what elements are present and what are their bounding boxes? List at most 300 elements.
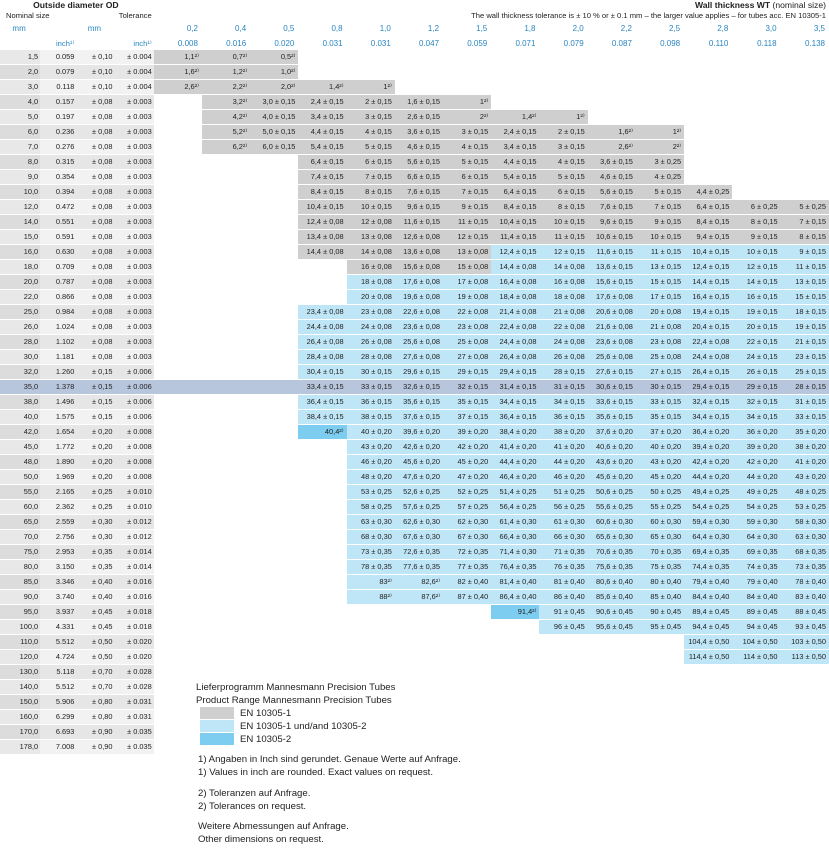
wall-thickness-cell bbox=[395, 50, 443, 65]
wall-thickness-cell: 1,6²⁾ bbox=[588, 125, 636, 140]
wall-thickness-cell: 36,4 ± 0,15 bbox=[491, 410, 539, 425]
wall-thickness-cell: 19,6 ± 0,08 bbox=[395, 290, 443, 305]
wall-thickness-cell: 83 ± 0,40 bbox=[781, 590, 829, 605]
tolerance-inch-value: ± 0.004 bbox=[115, 65, 154, 80]
table-row bbox=[0, 350, 829, 365]
tolerance-value: ± 0,40 bbox=[76, 575, 114, 590]
wall-thickness-cell bbox=[539, 50, 587, 65]
wall-thickness-cell bbox=[443, 80, 491, 95]
wall-thickness-cell: 33 ± 0,15 bbox=[347, 380, 395, 395]
wall-thickness-cell: 39 ± 0,20 bbox=[443, 425, 491, 440]
wall-thickness-cell bbox=[636, 710, 684, 725]
tolerance-value: ± 0,20 bbox=[76, 440, 114, 455]
wall-thickness-cell: 8,4 ± 0,15 bbox=[491, 200, 539, 215]
tolerance-inch-value: ± 0.014 bbox=[115, 560, 154, 575]
wall-thickness-cell bbox=[395, 665, 443, 680]
wall-thickness-cell: 36 ± 0,15 bbox=[539, 410, 587, 425]
wall-thickness-cell: 35 ± 0,20 bbox=[781, 425, 829, 440]
od-value: 42,0 bbox=[0, 425, 40, 440]
tolerance-inch-value: ± 0.008 bbox=[115, 470, 154, 485]
wall-thickness-cell: 5 ± 0,15 bbox=[347, 140, 395, 155]
wall-thickness-cell: 76 ± 0,35 bbox=[539, 560, 587, 575]
wall-thickness-cell: 56,4 ± 0,25 bbox=[491, 500, 539, 515]
od-value: 65,0 bbox=[0, 515, 40, 530]
wall-thickness-cell: 24 ± 0,08 bbox=[539, 335, 587, 350]
wall-thickness-cell: 27 ± 0,15 bbox=[636, 365, 684, 380]
wall-thickness-cell bbox=[202, 635, 250, 650]
wall-thickness-cell: 26 ± 0,15 bbox=[732, 365, 780, 380]
wall-thickness-cell: 31 ± 0,15 bbox=[539, 380, 587, 395]
wall-thickness-cell: 10 ± 0,15 bbox=[539, 215, 587, 230]
table-row bbox=[0, 410, 829, 425]
wall-thickness-cell: 19,4 ± 0,15 bbox=[684, 305, 732, 320]
wall-thickness-cell: 87 ± 0,40 bbox=[443, 590, 491, 605]
od-value: 75,0 bbox=[0, 545, 40, 560]
wall-thickness-cell: 1²⁾ bbox=[443, 95, 491, 110]
wall-thickness-cell bbox=[732, 170, 780, 185]
wall-thickness-cell: 5,4 ± 0,15 bbox=[491, 170, 539, 185]
wall-thickness-cell bbox=[781, 140, 829, 155]
tolerance-inch-value: ± 0.003 bbox=[115, 230, 154, 245]
wall-thickness-cell: 36,4 ± 0,20 bbox=[684, 425, 732, 440]
wall-thickness-cell bbox=[250, 170, 298, 185]
od-inch-value: 1.496 bbox=[40, 395, 76, 410]
wall-thickness-cell: 85 ± 0,40 bbox=[636, 590, 684, 605]
wall-thickness-cell bbox=[395, 650, 443, 665]
wall-thickness-cell bbox=[781, 110, 829, 125]
wall-thickness-cell: 3 ± 0,25 bbox=[636, 155, 684, 170]
wall-thickness-cell: 14 ± 0,15 bbox=[732, 275, 780, 290]
wt-mm-header: 2,8 bbox=[717, 24, 729, 33]
tolerance-value: ± 0,08 bbox=[76, 275, 114, 290]
wall-thickness-cell: 5,6 ± 0,15 bbox=[395, 155, 443, 170]
wt-mm-header: 1,2 bbox=[427, 24, 440, 33]
od-inch-value: 5.118 bbox=[40, 665, 76, 680]
wall-thickness-cell bbox=[539, 665, 587, 680]
wall-thickness-cell bbox=[250, 380, 298, 395]
wall-thickness-cell bbox=[250, 500, 298, 515]
wall-thickness-cell bbox=[250, 185, 298, 200]
tolerance-inch-value: ± 0.003 bbox=[115, 155, 154, 170]
legend bbox=[196, 681, 496, 746]
wall-thickness-cell: 37 ± 0,20 bbox=[636, 425, 684, 440]
wall-thickness-cell: 28 ± 0,08 bbox=[347, 350, 395, 365]
wall-thickness-cell: 33 ± 0,15 bbox=[781, 410, 829, 425]
wt-inch-header: 0.110 bbox=[708, 39, 729, 48]
wall-thickness-cell: 55 ± 0,25 bbox=[636, 500, 684, 515]
wall-thickness-cell bbox=[154, 515, 202, 530]
tolerance-value: ± 0,30 bbox=[76, 515, 114, 530]
tolerance-inch-value: ± 0.031 bbox=[115, 695, 154, 710]
wall-thickness-cell bbox=[250, 455, 298, 470]
wall-thickness-cell bbox=[154, 455, 202, 470]
tolerance-inch-value: ± 0.003 bbox=[115, 200, 154, 215]
wall-thickness-cell bbox=[298, 515, 346, 530]
wall-thickness-cell: 61,4 ± 0,30 bbox=[491, 515, 539, 530]
wall-thickness-cell: 12 ± 0,15 bbox=[732, 260, 780, 275]
wall-thickness-cell bbox=[443, 620, 491, 635]
wall-thickness-cell bbox=[250, 485, 298, 500]
od-value: 90,0 bbox=[0, 590, 40, 605]
wt-inch-header: 0.020 bbox=[274, 39, 295, 48]
wall-thickness-cell: 94 ± 0,45 bbox=[732, 620, 780, 635]
wall-thickness-cell: 52 ± 0,25 bbox=[443, 485, 491, 500]
wall-thickness-cell bbox=[250, 290, 298, 305]
wall-thickness-cell bbox=[154, 110, 202, 125]
wall-thickness-cell bbox=[588, 635, 636, 650]
wall-thickness-cell bbox=[298, 65, 346, 80]
tolerance-inch-value: ± 0.012 bbox=[115, 515, 154, 530]
wall-thickness-cell: 28 ± 0,15 bbox=[781, 380, 829, 395]
wt-mm-header: 0,5 bbox=[283, 24, 295, 33]
wall-thickness-cell: 69 ± 0,35 bbox=[732, 545, 780, 560]
wall-thickness-cell bbox=[154, 260, 202, 275]
wall-thickness-cell bbox=[588, 65, 636, 80]
od-inch-value: 1.772 bbox=[40, 440, 76, 455]
tolerance-value: ± 0,08 bbox=[76, 125, 114, 140]
od-value: 3,0 bbox=[0, 80, 40, 95]
wall-thickness-cell bbox=[684, 155, 732, 170]
wall-thickness-cell: 114 ± 0,50 bbox=[732, 650, 780, 665]
od-value: 26,0 bbox=[0, 320, 40, 335]
wall-thickness-cell: 114,4 ± 0,50 bbox=[684, 650, 732, 665]
wall-thickness-cell bbox=[202, 230, 250, 245]
header-row-2 bbox=[0, 11, 829, 21]
wall-thickness-cell bbox=[154, 740, 202, 755]
wall-thickness-cell: 16 ± 0,15 bbox=[732, 290, 780, 305]
wall-thickness-cell bbox=[298, 635, 346, 650]
wall-thickness-cell: 12 ± 0,15 bbox=[443, 230, 491, 245]
wall-thickness-cell: 15 ± 0,15 bbox=[636, 275, 684, 290]
wall-thickness-cell bbox=[250, 515, 298, 530]
od-value: 10,0 bbox=[0, 185, 40, 200]
wall-thickness-cell: 6,4 ± 0,15 bbox=[684, 200, 732, 215]
wall-thickness-cell bbox=[588, 680, 636, 695]
wall-thickness-cell: 77,6 ± 0,35 bbox=[395, 560, 443, 575]
wall-thickness-cell: 15 ± 0,15 bbox=[781, 290, 829, 305]
footnote-2-de: 2) Toleranzen auf Anfrage. bbox=[198, 788, 311, 799]
wall-thickness-cell: 20,6 ± 0,08 bbox=[588, 305, 636, 320]
wall-thickness-cell: 12,4 ± 0,15 bbox=[684, 260, 732, 275]
wall-thickness-cell: 23,6 ± 0,08 bbox=[588, 335, 636, 350]
wall-thickness-cell bbox=[202, 395, 250, 410]
od-inch-value: 0.157 bbox=[40, 95, 76, 110]
wall-thickness-cell bbox=[781, 710, 829, 725]
wall-thickness-cell bbox=[588, 665, 636, 680]
wall-thickness-cell bbox=[732, 65, 780, 80]
wall-thickness-cell bbox=[202, 575, 250, 590]
wall-thickness-cell: 36 ± 0,20 bbox=[732, 425, 780, 440]
wall-thickness-cell: 39,4 ± 0,20 bbox=[684, 440, 732, 455]
wall-thickness-cell: 74,4 ± 0,35 bbox=[684, 560, 732, 575]
wall-thickness-cell: 5 ± 0,15 bbox=[443, 155, 491, 170]
table-row bbox=[0, 245, 829, 260]
table-row bbox=[0, 260, 829, 275]
wall-thickness-cell bbox=[684, 125, 732, 140]
wall-thickness-cell: 5,4 ± 0,15 bbox=[298, 140, 346, 155]
wall-thickness-cell: 79,4 ± 0,40 bbox=[684, 575, 732, 590]
wall-thickness-cell: 7 ± 0,15 bbox=[781, 215, 829, 230]
table-row bbox=[0, 440, 829, 455]
wall-thickness-cell: 16,4 ± 0,08 bbox=[491, 275, 539, 290]
wall-thickness-cell: 91,4²⁾ bbox=[491, 605, 539, 620]
wall-thickness-cell: 25 ± 0,08 bbox=[636, 350, 684, 365]
wall-thickness-cell bbox=[154, 425, 202, 440]
wall-thickness-cell: 0,7²⁾ bbox=[202, 50, 250, 65]
od-inch-value: 0.591 bbox=[40, 230, 76, 245]
wall-thickness-cell bbox=[202, 275, 250, 290]
legend-item-en10305-2 bbox=[196, 733, 496, 746]
wall-thickness-cell: 32 ± 0,15 bbox=[732, 395, 780, 410]
wall-thickness-cell bbox=[154, 350, 202, 365]
wall-thickness-cell: 53 ± 0,25 bbox=[781, 500, 829, 515]
wall-thickness-cell bbox=[588, 95, 636, 110]
wall-thickness-cell bbox=[395, 620, 443, 635]
wall-thickness-cell: 14,4 ± 0,08 bbox=[298, 245, 346, 260]
od-inch-value: 3.346 bbox=[40, 575, 76, 590]
wall-thickness-cell: 36 ± 0,15 bbox=[347, 395, 395, 410]
wt-mm-header: 0,4 bbox=[235, 24, 247, 33]
wall-thickness-cell bbox=[636, 635, 684, 650]
wall-thickness-cell: 5 ± 0,15 bbox=[539, 170, 587, 185]
table-row bbox=[0, 125, 829, 140]
wall-thickness-cell bbox=[202, 185, 250, 200]
od-inch-value: 0.866 bbox=[40, 290, 76, 305]
wall-thickness-cell bbox=[684, 80, 732, 95]
unit-inch: inch¹⁾ bbox=[56, 39, 75, 48]
od-value: 14,0 bbox=[0, 215, 40, 230]
wall-thickness-cell: 2,6²⁾ bbox=[154, 80, 202, 95]
tolerance-inch-value: ± 0.018 bbox=[115, 605, 154, 620]
legend-title-en: Product Range Mannesmann Precision Tubes bbox=[196, 695, 392, 706]
wall-thickness-cell: 7,6 ± 0,15 bbox=[588, 200, 636, 215]
wall-thickness-cell: 22 ± 0,15 bbox=[732, 335, 780, 350]
wall-thickness-cell: 29 ± 0,15 bbox=[732, 380, 780, 395]
wall-thickness-cell bbox=[298, 665, 346, 680]
wall-thickness-cell bbox=[250, 425, 298, 440]
wall-thickness-cell bbox=[154, 275, 202, 290]
wall-thickness-cell bbox=[347, 65, 395, 80]
od-inch-value: 3.150 bbox=[40, 560, 76, 575]
wall-thickness-cell: 6 ± 0,15 bbox=[539, 185, 587, 200]
wall-thickness-cell: 45 ± 0,20 bbox=[636, 470, 684, 485]
wall-thickness-cell bbox=[154, 710, 202, 725]
od-value: 60,0 bbox=[0, 500, 40, 515]
table-row bbox=[0, 275, 829, 290]
wall-thickness-cell: 45 ± 0,20 bbox=[443, 455, 491, 470]
wall-thickness-cell: 13 ± 0,15 bbox=[636, 260, 684, 275]
tolerance-value: ± 0,90 bbox=[76, 740, 114, 755]
wall-thickness-cell bbox=[250, 365, 298, 380]
od-title: Outside diameter OD bbox=[33, 0, 119, 10]
od-inch-value: 0.276 bbox=[40, 140, 76, 155]
wall-thickness-cell: 87,6²⁾ bbox=[395, 590, 443, 605]
wall-thickness-cell: 9,6 ± 0,15 bbox=[395, 200, 443, 215]
table-row bbox=[0, 170, 829, 185]
wall-thickness-cell bbox=[732, 695, 780, 710]
wall-thickness-cell: 21,4 ± 0,08 bbox=[491, 305, 539, 320]
wall-thickness-cell: 32,6 ± 0,15 bbox=[395, 380, 443, 395]
wall-thickness-cell: 43,6 ± 0,20 bbox=[588, 455, 636, 470]
wall-thickness-cell: 65,6 ± 0,30 bbox=[588, 530, 636, 545]
wall-thickness-cell: 5,6 ± 0,15 bbox=[588, 185, 636, 200]
wall-thickness-cell: 50,6 ± 0,25 bbox=[588, 485, 636, 500]
wall-thickness-cell: 8 ± 0,15 bbox=[781, 230, 829, 245]
wall-thickness-cell bbox=[298, 575, 346, 590]
table-row bbox=[0, 95, 829, 110]
wall-thickness-cell: 13 ± 0,08 bbox=[443, 245, 491, 260]
wall-thickness-cell: 72 ± 0,35 bbox=[443, 545, 491, 560]
wall-thickness-cell bbox=[395, 605, 443, 620]
tolerance-value: ± 0,08 bbox=[76, 260, 114, 275]
wall-thickness-cell: 75 ± 0,35 bbox=[636, 560, 684, 575]
wall-thickness-cell: 12,4 ± 0,08 bbox=[298, 215, 346, 230]
wall-thickness-cell bbox=[732, 125, 780, 140]
wall-thickness-cell: 12,4 ± 0,15 bbox=[491, 245, 539, 260]
wall-thickness-cell: 4,6 ± 0,15 bbox=[395, 140, 443, 155]
od-value: 15,0 bbox=[0, 230, 40, 245]
wall-thickness-cell: 47,6 ± 0,20 bbox=[395, 470, 443, 485]
wall-thickness-cell: 7 ± 0,15 bbox=[636, 200, 684, 215]
wall-thickness-cell bbox=[202, 470, 250, 485]
wall-thickness-cell bbox=[443, 605, 491, 620]
tolerance-inch-value: ± 0.003 bbox=[115, 245, 154, 260]
wall-thickness-cell: 11 ± 0,15 bbox=[443, 215, 491, 230]
table-row bbox=[0, 365, 829, 380]
wall-thickness-cell: 85,6 ± 0,40 bbox=[588, 590, 636, 605]
od-value: 120,0 bbox=[0, 650, 40, 665]
wall-thickness-cell: 36,4 ± 0,15 bbox=[298, 395, 346, 410]
od-inch-value: 2.953 bbox=[40, 545, 76, 560]
od-inch-value: 0.787 bbox=[40, 275, 76, 290]
tolerance-value: ± 0,08 bbox=[76, 305, 114, 320]
od-value: 20,0 bbox=[0, 275, 40, 290]
wall-thickness-cell: 17 ± 0,08 bbox=[443, 275, 491, 290]
od-inch-value: 0.551 bbox=[40, 215, 76, 230]
wall-thickness-cell: 48 ± 0,20 bbox=[347, 470, 395, 485]
wall-thickness-cell: 22 ± 0,08 bbox=[443, 305, 491, 320]
wall-thickness-cell: 12 ± 0,15 bbox=[539, 245, 587, 260]
od-inch-value: 1.378 bbox=[40, 380, 76, 395]
wall-thickness-cell: 23 ± 0,15 bbox=[781, 350, 829, 365]
table-row bbox=[0, 320, 829, 335]
wall-thickness-cell bbox=[491, 665, 539, 680]
wall-thickness-cell: 21 ± 0,15 bbox=[781, 335, 829, 350]
wall-thickness-cell: 57,6 ± 0,25 bbox=[395, 500, 443, 515]
wall-thickness-cell bbox=[154, 320, 202, 335]
wall-thickness-cell: 43 ± 0,20 bbox=[636, 455, 684, 470]
wall-thickness-cell: 10 ± 0,15 bbox=[347, 200, 395, 215]
wall-thickness-cell: 77 ± 0,35 bbox=[443, 560, 491, 575]
wt-mm-header: 1,8 bbox=[524, 24, 536, 33]
wall-thickness-cell bbox=[588, 650, 636, 665]
wall-thickness-cell bbox=[539, 695, 587, 710]
wall-thickness-cell bbox=[202, 605, 250, 620]
wall-thickness-cell bbox=[250, 245, 298, 260]
wall-thickness-cell bbox=[539, 80, 587, 95]
wall-thickness-cell: 6,4 ± 0,15 bbox=[298, 155, 346, 170]
footnote-2-en: 2) Tolerances on request. bbox=[198, 800, 307, 812]
wall-thickness-cell: 83²⁾ bbox=[347, 575, 395, 590]
wall-thickness-cell bbox=[202, 590, 250, 605]
table-row bbox=[0, 515, 829, 530]
wall-thickness-cell: 75,6 ± 0,35 bbox=[588, 560, 636, 575]
wall-thickness-cell: 22 ± 0,08 bbox=[539, 320, 587, 335]
wall-thickness-cell bbox=[250, 215, 298, 230]
wall-thickness-cell: 11 ± 0,15 bbox=[636, 245, 684, 260]
table-row bbox=[0, 155, 829, 170]
wall-thickness-cell bbox=[154, 290, 202, 305]
wall-thickness-cell: 63 ± 0,30 bbox=[781, 530, 829, 545]
wall-thickness-cell bbox=[202, 215, 250, 230]
wall-thickness-cell bbox=[202, 305, 250, 320]
wall-thickness-cell bbox=[781, 740, 829, 755]
wall-thickness-cell bbox=[250, 545, 298, 560]
tolerance-value: ± 0,08 bbox=[76, 350, 114, 365]
header-row-1 bbox=[0, 0, 829, 11]
od-value: 9,0 bbox=[0, 170, 40, 185]
od-inch-value: 1.575 bbox=[40, 410, 76, 425]
wall-thickness-cell: 2,6 ± 0,15 bbox=[395, 110, 443, 125]
wall-thickness-cell: 20 ± 0,15 bbox=[732, 320, 780, 335]
tolerance-inch-value: ± 0.012 bbox=[115, 530, 154, 545]
tolerance-value: ± 0,15 bbox=[76, 365, 114, 380]
wall-thickness-cell: 53 ± 0,25 bbox=[347, 485, 395, 500]
od-value: 18,0 bbox=[0, 260, 40, 275]
wall-thickness-cell: 18 ± 0,15 bbox=[781, 305, 829, 320]
tolerance-inch-value: ± 0.006 bbox=[115, 365, 154, 380]
wall-thickness-cell bbox=[588, 50, 636, 65]
wall-thickness-cell bbox=[491, 635, 539, 650]
wall-thickness-cell: 64,4 ± 0,30 bbox=[684, 530, 732, 545]
wall-thickness-cell bbox=[154, 125, 202, 140]
wall-thickness-cell: 15 ± 0,08 bbox=[443, 260, 491, 275]
wall-thickness-cell bbox=[732, 710, 780, 725]
legend-swatch-grey bbox=[200, 707, 234, 719]
wall-thickness-cell bbox=[202, 515, 250, 530]
od-inch-value: 3.740 bbox=[40, 590, 76, 605]
wall-thickness-cell: 9,4 ± 0,15 bbox=[684, 230, 732, 245]
wall-thickness-cell: 25,6 ± 0,08 bbox=[588, 350, 636, 365]
tolerance-value: ± 0,70 bbox=[76, 680, 114, 695]
wall-thickness-cell: 7,4 ± 0,15 bbox=[298, 170, 346, 185]
wall-thickness-cell: 88²⁾ bbox=[347, 590, 395, 605]
table-row bbox=[0, 305, 829, 320]
wall-thickness-cell bbox=[154, 155, 202, 170]
wall-thickness-cell bbox=[298, 590, 346, 605]
od-value: 32,0 bbox=[0, 365, 40, 380]
wall-thickness-cell bbox=[250, 560, 298, 575]
wall-thickness-cell bbox=[684, 65, 732, 80]
od-value: 85,0 bbox=[0, 575, 40, 590]
table-row bbox=[0, 605, 829, 620]
wall-thickness-cell bbox=[347, 605, 395, 620]
wall-thickness-cell: 34,4 ± 0,15 bbox=[684, 410, 732, 425]
tolerance-inch-value: ± 0.003 bbox=[115, 110, 154, 125]
wall-thickness-cell bbox=[539, 65, 587, 80]
od-inch-value: 1.260 bbox=[40, 365, 76, 380]
tolerance-inch-value: ± 0.003 bbox=[115, 290, 154, 305]
wall-thickness-cell: 6 ± 0,15 bbox=[443, 170, 491, 185]
wall-thickness-cell bbox=[732, 80, 780, 95]
wall-thickness-cell: 9 ± 0,15 bbox=[443, 200, 491, 215]
legend-label: EN 10305-2 bbox=[240, 734, 292, 745]
wall-thickness-cell bbox=[250, 230, 298, 245]
od-value: 80,0 bbox=[0, 560, 40, 575]
wall-thickness-cell bbox=[443, 650, 491, 665]
wall-thickness-cell bbox=[684, 170, 732, 185]
wall-thickness-cell bbox=[443, 635, 491, 650]
